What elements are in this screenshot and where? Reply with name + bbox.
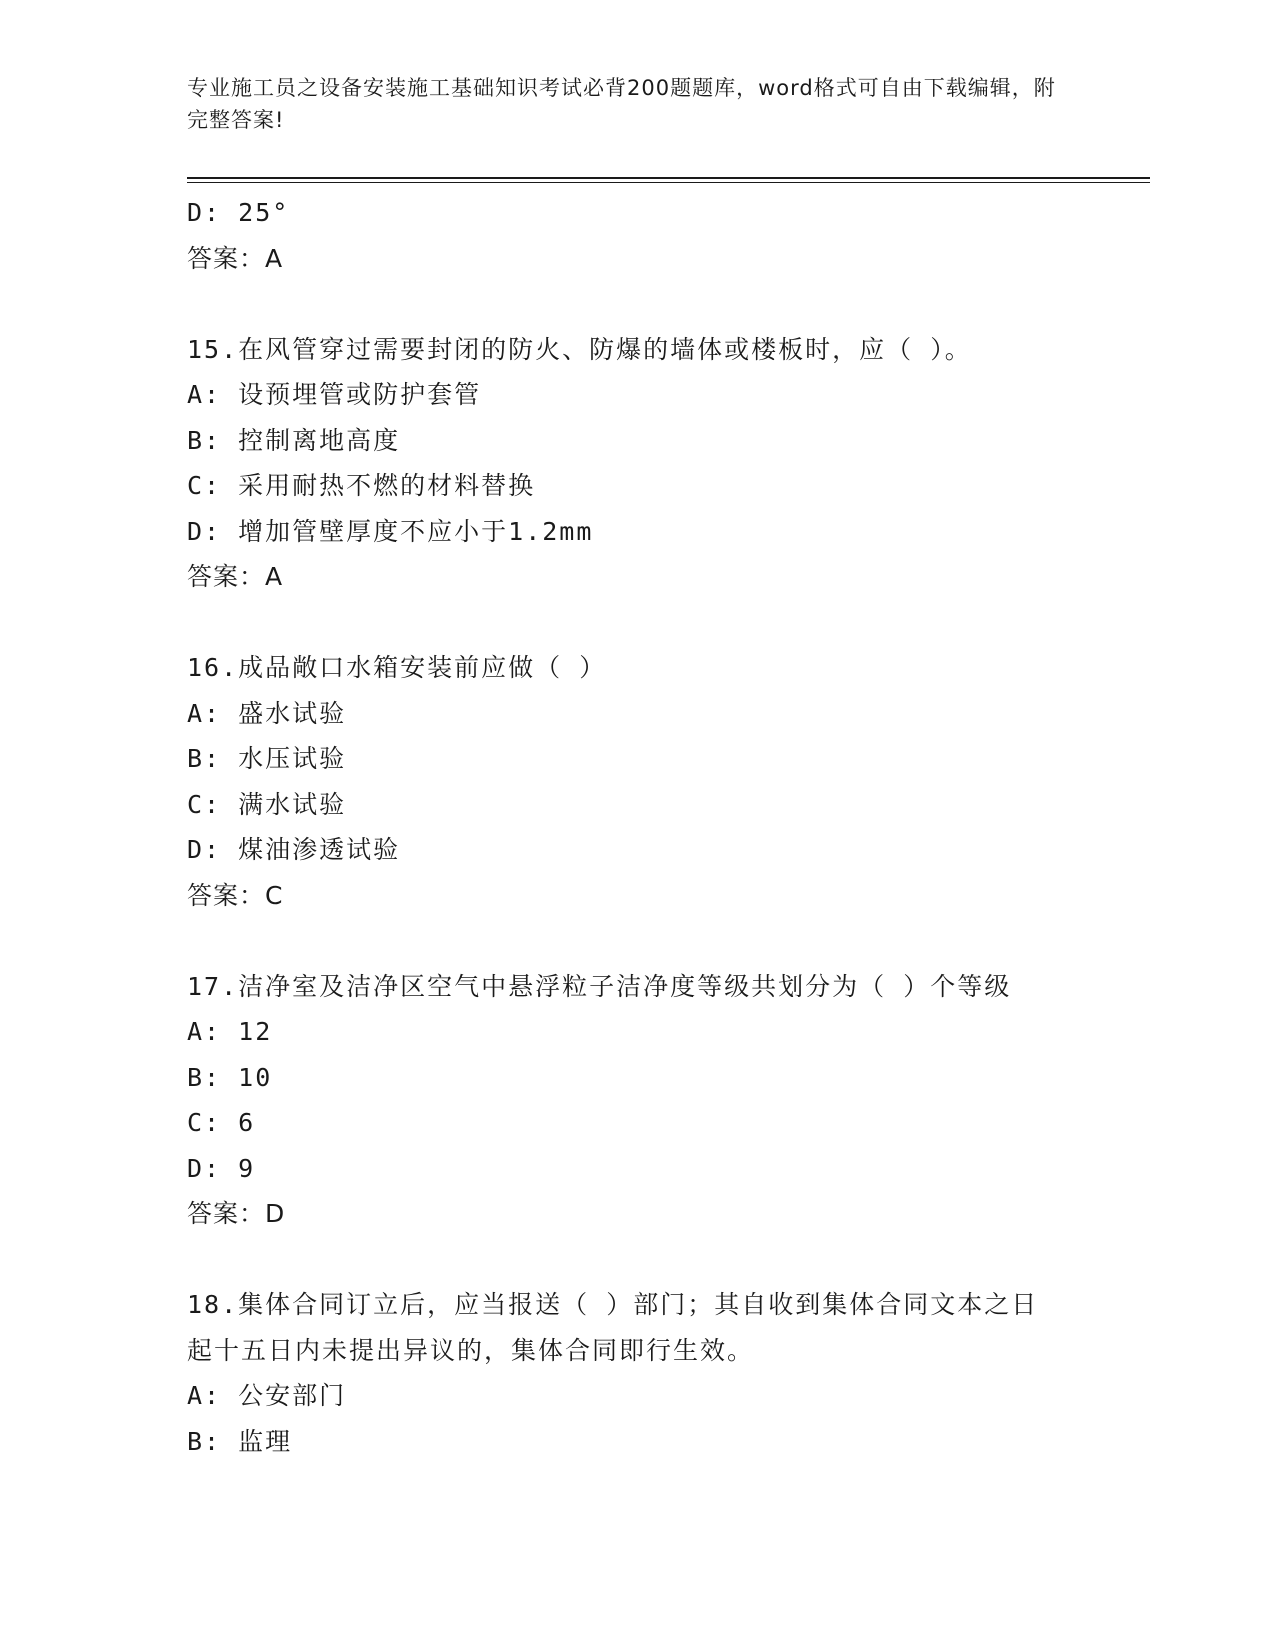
- question-18-option-b: B: 监理: [187, 1426, 293, 1456]
- question-17-option-b: B: 10: [187, 1062, 273, 1092]
- question-content: [187, 190, 1087, 1464]
- prev-question-option-d: D: 25°: [187, 198, 290, 227]
- question-17-option-d: D: 9: [187, 1153, 256, 1183]
- question-15-option-b: B: 控制离地高度: [187, 425, 401, 455]
- question-16-option-b: B: 水压试验: [187, 744, 347, 773]
- question-16-option-c: C: 满水试验: [187, 789, 347, 819]
- spacer: [187, 1237, 1087, 1283]
- question-15-answer: 答案：A: [187, 562, 284, 591]
- question-17-answer: 答案：D: [187, 1199, 286, 1228]
- header-rule-thick: [187, 177, 1150, 179]
- question-17-option-c: C: 6: [187, 1108, 256, 1137]
- question-16-option-a: A: 盛水试验: [187, 698, 347, 728]
- question-18-option-a: A: 公安部门: [187, 1381, 347, 1410]
- document-header-title: 专业施工员之设备安装施工基础知识考试必背200题题库，word格式可自由下载编辑，附完整答案!: [187, 76, 1056, 132]
- question-15-option-c: C: 采用耐热不燃的材料替换: [187, 471, 536, 500]
- question-16-answer: 答案：C: [187, 880, 284, 910]
- question-17-option-a: A: 12: [187, 1017, 273, 1046]
- question-15-option-a: A: 设预埋管或防护套管: [187, 380, 482, 409]
- question-16-stem: 16.成品敞口水箱安装前应做（ ）: [187, 653, 607, 682]
- header-rule-thin: [187, 182, 1150, 183]
- spacer: [187, 281, 1087, 327]
- question-15-option-d: D: 增加管壁厚度不应小于1.2mm: [187, 516, 594, 546]
- spacer: [187, 600, 1087, 646]
- question-17-stem: 17.洁净室及洁净区空气中悬浮粒子洁净度等级共划分为（ ）个等级: [187, 971, 1012, 1001]
- prev-question-answer: 答案：A: [187, 243, 284, 273]
- spacer: [187, 918, 1087, 964]
- question-18-stem: 18.集体合同订立后，应当报送（ ）部门；其自收到集体合同文本之日起十五日内未提出异议的，集体合同即行生效。: [187, 1290, 1039, 1365]
- question-16-option-d: D: 煤油渗透试验: [187, 835, 401, 864]
- question-15-stem: 15.在风管穿过需要封闭的防火、防爆的墙体或楼板时，应（ ）。: [187, 334, 972, 364]
